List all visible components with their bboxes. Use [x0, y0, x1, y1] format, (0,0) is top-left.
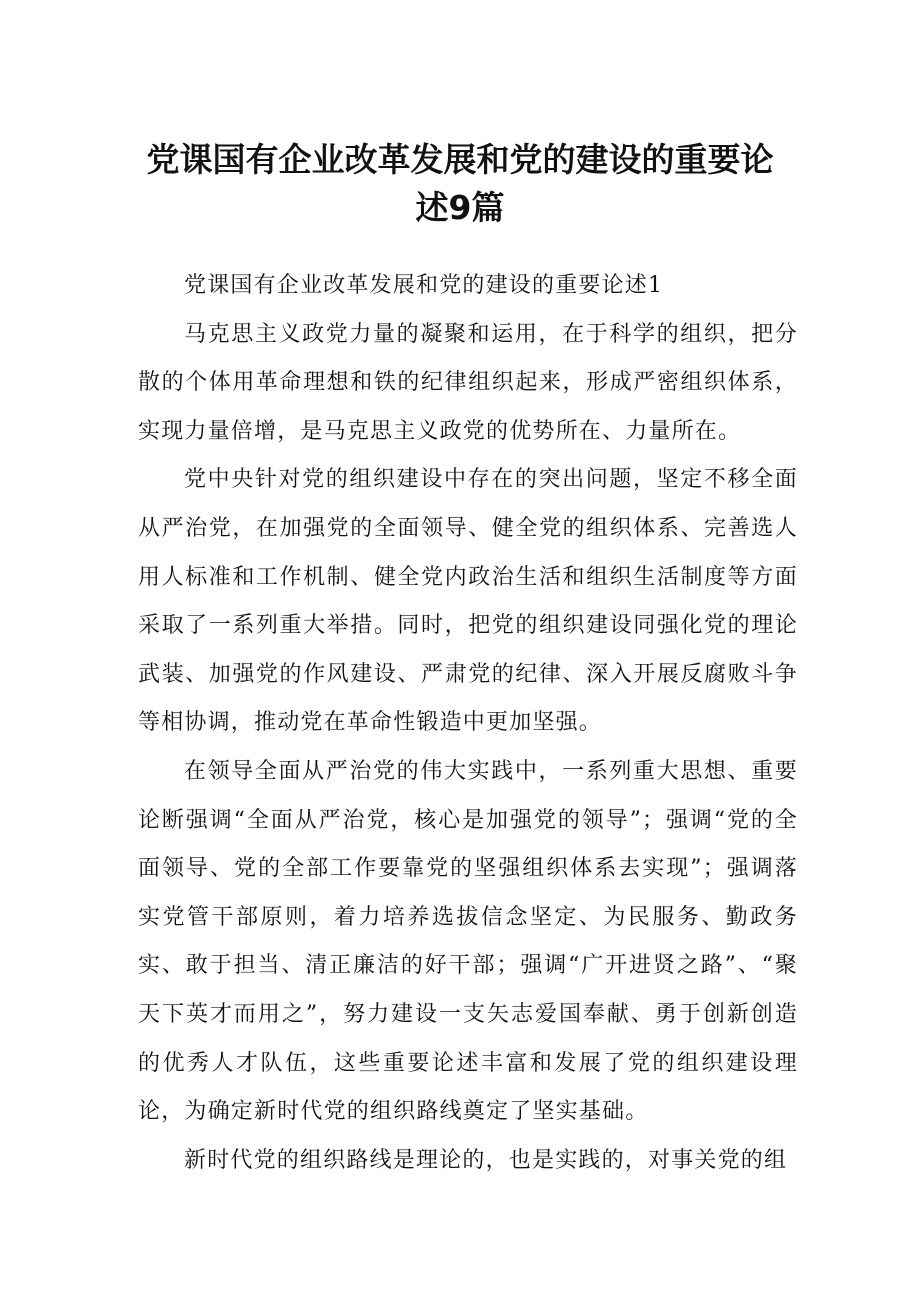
- paragraph: 新时代党的组织路线是理论的，也是实践的，对事关党的组: [184, 1147, 788, 1173]
- document-body: [138, 262, 798, 1185]
- title-line-2: 述9篇: [415, 188, 505, 227]
- paragraph: 马克思主义政党力量的凝聚和运用，在于科学的组织，把分散的个体用革命理想和铁的纪律组织起来，形成严密组织体系，实现力量倍增，是马克思主义政党的优势所在、力量所在。: [138, 321, 798, 444]
- title-line-1: 党课国有企业改革发展和党的建设的重要论: [146, 140, 774, 179]
- document-title: [120, 136, 800, 232]
- paragraph: 党中央针对党的组织建设中存在的突出问题，坚定不移全面从严治党，在加强党的全面领导、健全党的组织体系、完善选人用人标准和工作机制、健全党内政治生活和组织生活制度等方面采取了一系列重大举措。同时，把党的组织建设同强化党的理论武装、加强党的作风建设、严肃党的纪律、深入开展反腐败斗争等相协调，推动党在革命性锻造中更加坚强。: [138, 467, 798, 736]
- section-heading: 党课国有企业改革发展和党的建设的重要论述1: [184, 273, 664, 298]
- paragraph: 在领导全面从严治党的伟大实践中，一系列重大思想、重要论断强调“全面从严治党，核心是加强党的领导”；强调“党的全面领导、党的全部工作要靠党的坚强组织体系去实现”；强调落实党管干部原则，着力培养选拔信念坚定、为民服务、勤政务实、敢于担当、清正廉洁的好干部；强调“广开进贤之路”、“聚天下英才而用之”，努力建设一支矢志爱国奉献、勇于创新创造的优秀人才队伍，这些重要论述丰富和发展了党的组织建设理论，为确定新时代党的组织路线奠定了坚实基础。: [138, 758, 798, 1125]
